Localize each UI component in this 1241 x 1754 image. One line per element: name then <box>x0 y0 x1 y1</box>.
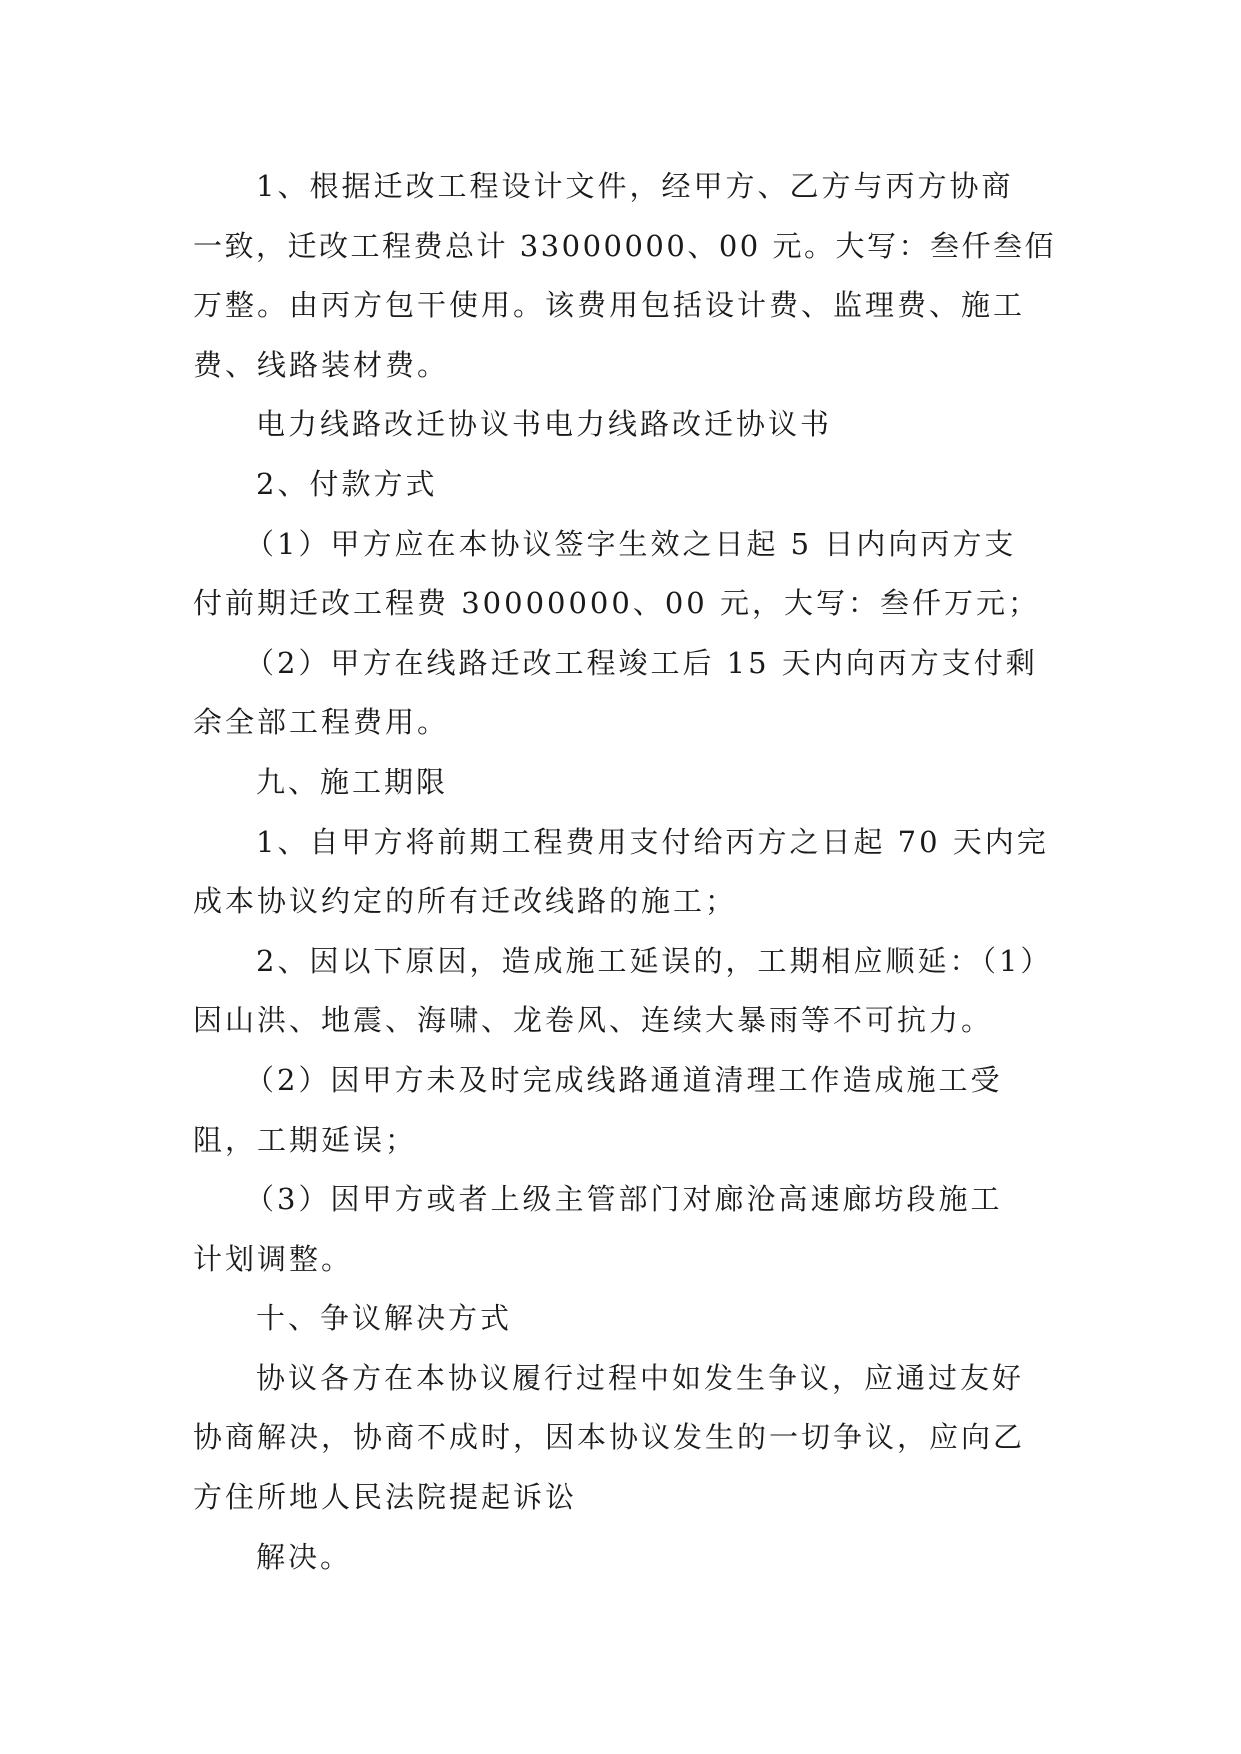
section-heading: 2、付款方式 <box>256 466 438 501</box>
paragraph-line: 万整。由丙方包干使用。该费用包括设计费、监理费、施工 <box>193 288 1026 323</box>
paragraph-line: 一致，迁改工程费总计 33000000、00 元。大写：叁仟叁佰 <box>193 228 1056 263</box>
paragraph-line: 方住所地人民法院提起诉讼 <box>193 1480 578 1515</box>
paragraph-line: 计划调整。 <box>193 1241 354 1276</box>
section-heading: 九、施工期限 <box>256 764 449 799</box>
document-body <box>193 157 1063 1587</box>
paragraph-line: 2、因以下原因，造成施工延误的，工期相应顺延：（1） <box>256 943 1053 978</box>
paragraph-line: 1、根据迁改工程设计文件，经甲方、乙方与丙方协商 <box>256 169 1014 203</box>
paragraph-line: 阻，工期延误； <box>193 1122 418 1157</box>
paragraph-line: 余全部工程费用。 <box>193 705 450 740</box>
paragraph-line: （2）甲方在线路迁改工程竣工后 15 天内向丙方支付剩 <box>245 645 1038 680</box>
paragraph-line: 协商解决，协商不成时，因本协议发生的一切争议，应向乙 <box>193 1420 1026 1455</box>
paragraph-line: 协议各方在本协议履行过程中如发生争议，应通过友好 <box>256 1360 1025 1395</box>
paragraph-line: 费、线路装材费。 <box>193 347 450 382</box>
document-title-line: 电力线路改迁协议书电力线路改迁协议书 <box>256 407 833 442</box>
section-heading: 十、争议解决方式 <box>256 1301 513 1336</box>
paragraph-line: （2）因甲方未及时完成线路通道清理工作造成施工受 <box>245 1062 1003 1097</box>
paragraph-line: 成本协议约定的所有迁改线路的施工； <box>193 884 738 919</box>
paragraph-line: 1、自甲方将前期工程费用支付给丙方之日起 70 天内完 <box>256 824 1049 859</box>
paragraph-line: 付前期迁改工程费 30000000、00 元，大写：叁仟万元； <box>193 586 1040 621</box>
paragraph-line: 解决。 <box>256 1539 353 1574</box>
paragraph-line: （3）因甲方或者上级主管部门对廊沧高速廊坊段施工 <box>245 1182 1003 1217</box>
paragraph-line: 因山洪、地震、海啸、龙卷风、连续大暴雨等不可抗力。 <box>193 1003 994 1038</box>
paragraph-line: （1）甲方应在本协议签字生效之日起 5 日内向丙方支 <box>245 526 1017 561</box>
